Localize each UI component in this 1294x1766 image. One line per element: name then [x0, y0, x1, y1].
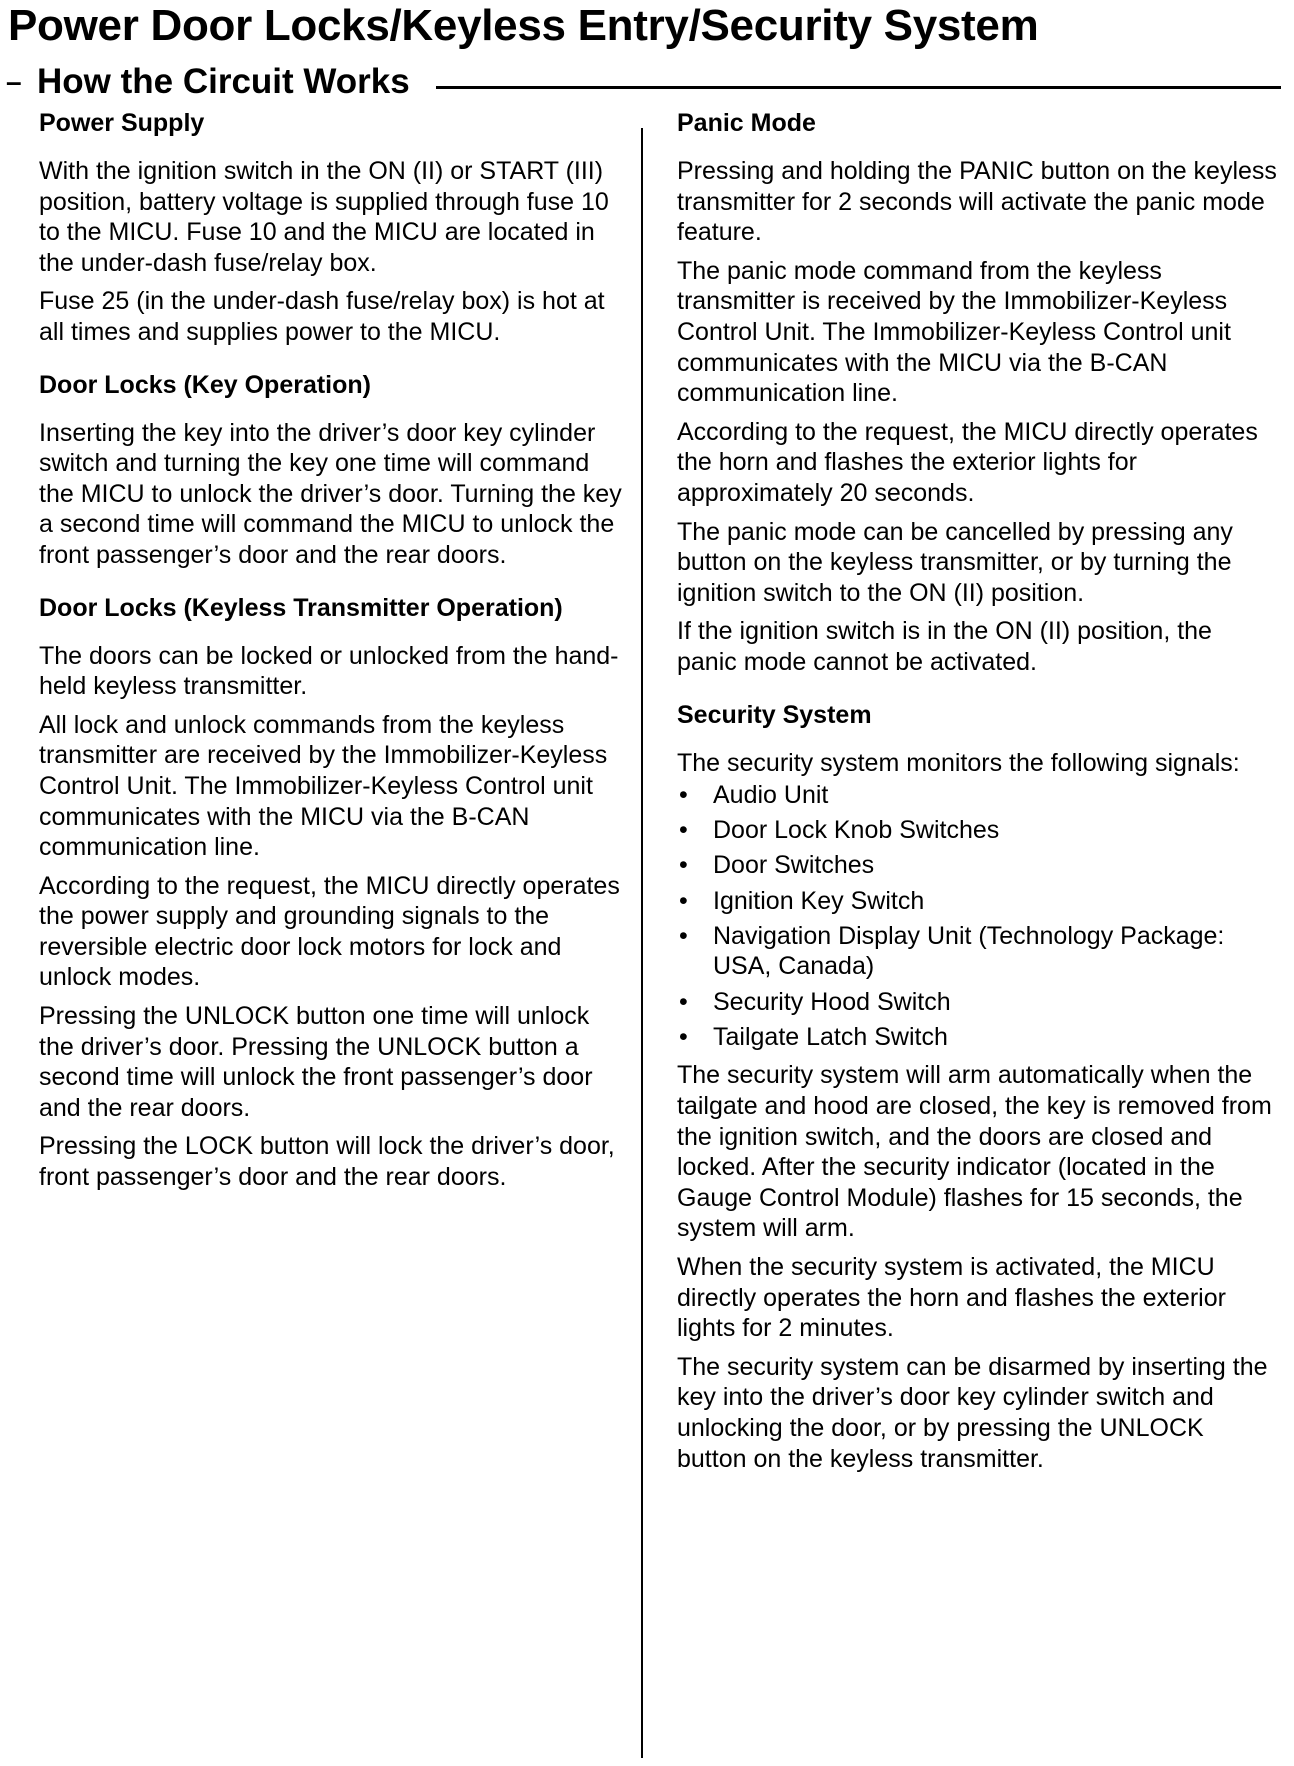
list-item-label: Door Switches	[713, 851, 875, 880]
list-item-label: Ignition Key Switch	[713, 886, 925, 915]
paragraph: According to the request, the MICU directly operates the power supply and grounding signals to the reversible electric door lock motors for lock and unlock modes.	[39, 871, 620, 992]
paragraph: Pressing the LOCK button will lock the driver’s door, front passenger’s door and the rear doors.	[39, 1132, 615, 1192]
paragraph: The doors can be locked or unlocked from the hand-held keyless transmitter.	[39, 641, 619, 701]
heading-security-system: Security System	[677, 700, 872, 729]
section-power-supply	[39, 106, 629, 348]
bullet-icon: •	[679, 816, 688, 845]
heading-door-locks-key: Door Locks (Key Operation)	[39, 370, 371, 399]
bullet-icon: •	[679, 886, 688, 915]
bullet-icon: •	[679, 987, 688, 1016]
paragraph: Pressing the UNLOCK button one time will unlock the driver’s door. Pressing the UNLOCK button a second time will unlock the front passenger’s door and the rear doors.	[39, 1002, 593, 1122]
heading-door-locks-transmitter: Door Locks (Keyless Transmitter Operation)	[39, 593, 563, 622]
paragraph: With the ignition switch in the ON (II) or START (III) position, battery voltage is supplied through fuse 10 to the MICU. Fuse 10 and the MICU are located in the under-dash fuse/relay box.	[39, 157, 609, 277]
right-column	[677, 106, 1277, 1494]
heading-panic-mode: Panic Mode	[677, 109, 816, 137]
list-item	[677, 815, 1277, 846]
list-item	[677, 987, 1277, 1018]
paragraph: The security system will arm automatically when the tailgate and hood are closed, the key is removed from the ignition switch, and the doors are closed and locked. After the security indicator (located in the Gauge Control Module) flashes for 15 seconds, the system will arm.	[677, 1061, 1272, 1243]
paragraph: The panic mode command from the keyless transmitter is received by the Immobilizer-Keyless Control Unit. The Immobilizer-Keyless Control unit communicates with the MICU via the B-CAN communication line.	[677, 256, 1231, 408]
section-door-locks-key	[39, 368, 629, 571]
section-subtitle: How the Circuit Works	[37, 62, 410, 101]
paragraph: According to the request, the MICU directly operates the horn and flashes the exterior lights for approximately 20 seconds.	[677, 417, 1258, 507]
signal-list	[677, 780, 1277, 1052]
bullet-icon: •	[679, 851, 688, 880]
paragraph: If the ignition switch is in the ON (II) position, the panic mode cannot be activated.	[677, 617, 1212, 676]
section-security-system	[677, 698, 1277, 1475]
list-item	[677, 886, 1277, 917]
paragraph: The security system monitors the following signals:	[677, 748, 1240, 777]
paragraph: Pressing and holding the PANIC button on the keyless transmitter for 2 seconds will activate the panic mode feature.	[677, 157, 1277, 247]
bullet-icon: •	[679, 781, 688, 810]
bullet-icon: •	[679, 921, 688, 950]
list-item-label: Door Lock Knob Switches	[713, 816, 1000, 845]
bullet-icon: •	[679, 1022, 688, 1051]
list-item-label: Security Hood Switch	[713, 987, 951, 1016]
paragraph: Fuse 25 (in the under-dash fuse/relay box) is hot at all times and supplies power to the MICU.	[39, 287, 605, 346]
heading-power-supply: Power Supply	[39, 109, 205, 137]
page-title: Power Door Locks/Keyless Entry/Security System	[8, 1, 1039, 50]
paragraph: The panic mode can be cancelled by pressing any button on the keyless transmitter, or by turning the ignition switch to the ON (II) position.	[677, 517, 1233, 607]
list-item	[677, 1022, 1277, 1053]
subtitle-rule	[436, 86, 1281, 89]
section-subtitle-row	[6, 60, 1281, 106]
list-item-label: Tailgate Latch Switch	[713, 1022, 948, 1051]
list-item	[677, 780, 1277, 811]
subtitle-dash: –	[6, 66, 22, 97]
list-item-label: Navigation Display Unit (Technology Package: USA, Canada)	[713, 921, 1225, 981]
list-item	[677, 921, 1277, 982]
list-item-label: Audio Unit	[713, 781, 829, 810]
section-panic-mode	[677, 106, 1277, 678]
paragraph: When the security system is activated, the MICU directly operates the horn and flashes the exterior lights for 2 minutes.	[677, 1252, 1226, 1343]
column-divider	[641, 128, 643, 1758]
paragraph: The security system can be disarmed by inserting the key into the driver’s door key cylinder switch and unlocking the door, or by pressing the UNLOCK button on the keyless transmitter.	[677, 1352, 1268, 1473]
section-door-locks-transmitter	[39, 591, 629, 1193]
left-column	[39, 106, 629, 1213]
paragraph: Inserting the key into the driver’s door key cylinder switch and turning the key one time will command the MICU to unlock the driver’s door. Turning the key a second time will command the MICU to unlock the front passenger’s door and the rear doors.	[39, 418, 622, 569]
list-item	[677, 850, 1277, 881]
paragraph: All lock and unlock commands from the keyless transmitter are received by the Immobilizer-Keyless Control Unit. The Immobilizer-Keyless Control unit communicates with the MICU via the B-CAN communication line.	[39, 710, 608, 862]
